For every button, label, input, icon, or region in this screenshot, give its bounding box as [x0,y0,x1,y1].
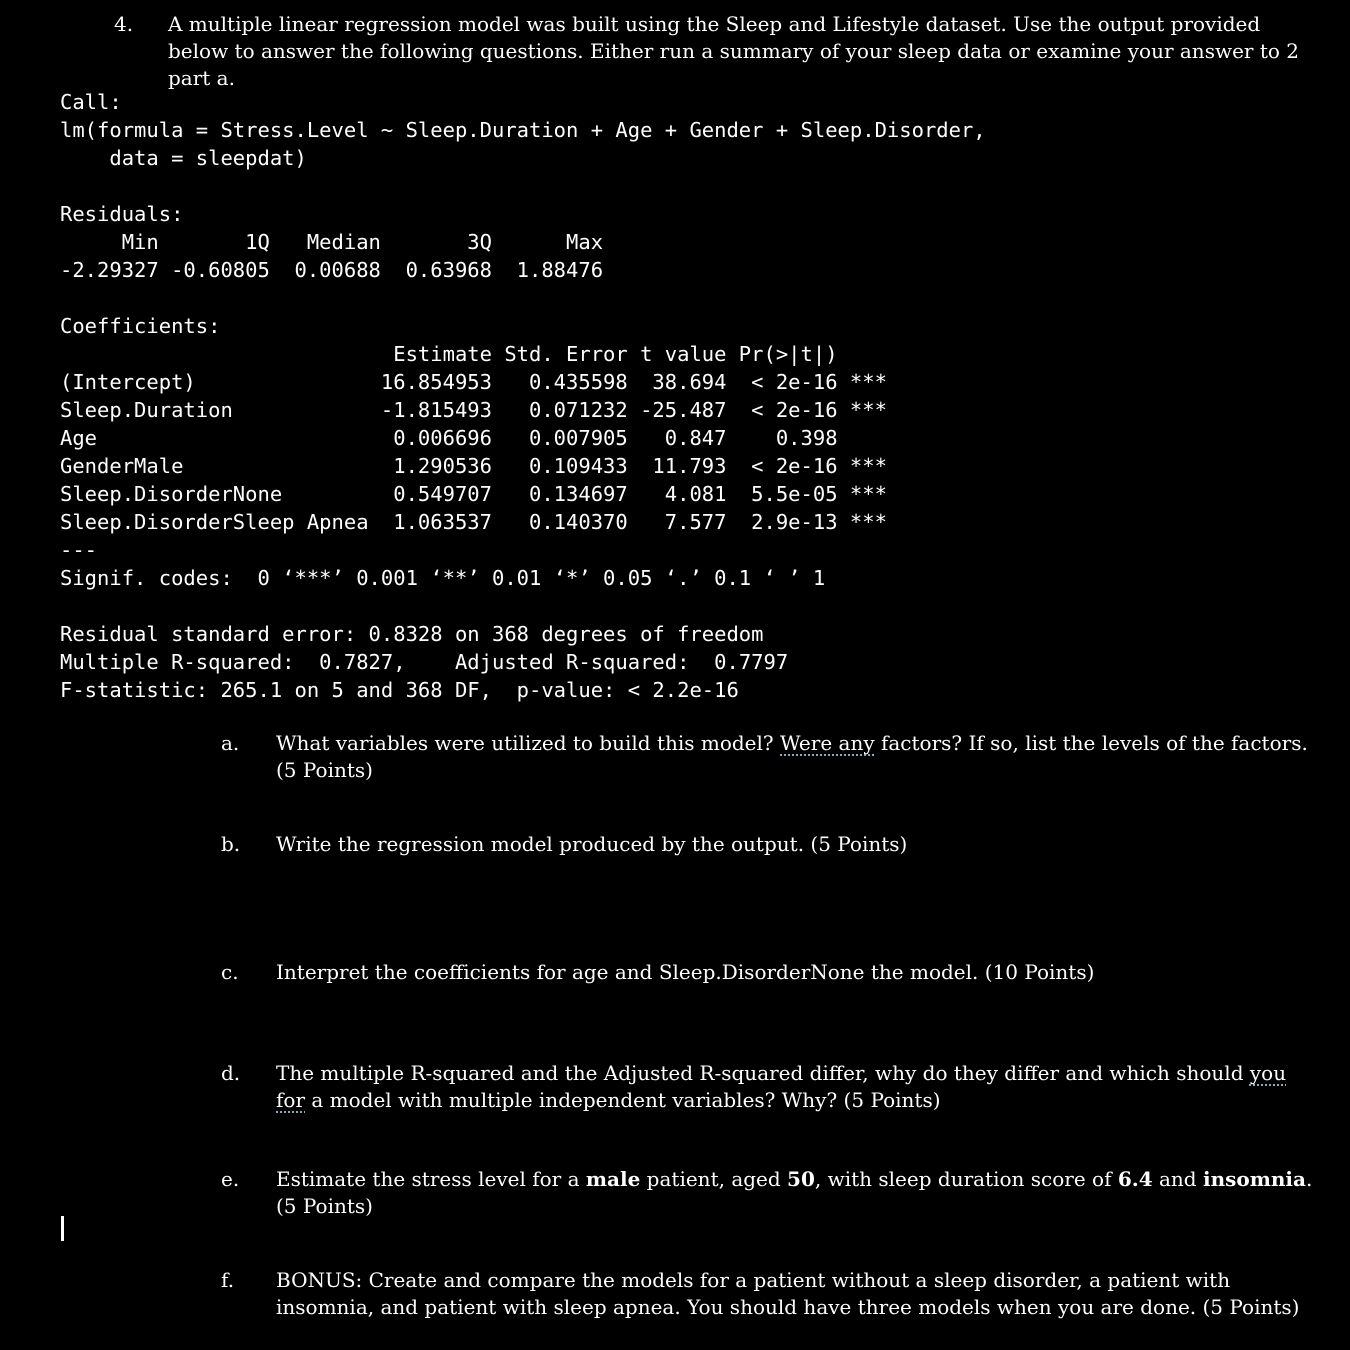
part-b-text: Write the regression model produced by the output. (5 Points) [276,832,908,856]
r-squared-line: Multiple R-squared: 0.7827, Adjusted R-squared: 0.7797 [60,650,801,674]
coef-row-age: Age 0.006696 0.007905 0.847 0.398 [60,426,887,450]
coefficients-label: Coefficients: [60,314,221,338]
part-d-label: d. [221,1061,241,1085]
part-f-text: BONUS: Create and compare the models for a patient without a sleep disorder, a patient with insomnia, and patient with sleep apnea. You should have three models when you are done. (5 Points) [276,1268,1300,1319]
part-c-label: c. [221,960,239,984]
coefficients-header: Estimate Std. Error t value Pr(>|t|) [60,342,887,366]
coef-row-gender-male: GenderMale 1.290536 0.109433 11.793 < 2e-16 *** [60,454,887,478]
coef-row-disorder-apnea: Sleep.DisorderSleep Apnea 1.063537 0.140370 7.577 2.9e-13 *** [60,510,887,534]
part-e-text [276,1166,1316,1220]
f-statistic-line: F-statistic: 265.1 on 5 and 368 DF, p-value: < 2.2e-16 [60,678,739,702]
call-line-1: lm(formula = Stress.Level ~ Sleep.Duration + Age + Gender + Sleep.Disorder, [60,118,986,142]
part-a-text [276,730,1316,784]
part-e-text-4: and [1152,1167,1203,1191]
part-d-post: a model with multiple independent variables? Why? (5 Points) [305,1088,941,1112]
part-d-text [276,1060,1316,1114]
part-e-age: 50 [787,1167,815,1191]
signif-codes: Signif. codes: 0 ‘***’ 0.001 ‘**’ 0.01 ‘*’ 0.05 ‘.’ 0.1 ‘ ’ 1 [60,566,826,590]
part-f-label: f. [221,1268,235,1292]
question-number: 4. [114,12,134,36]
part-e-insomnia: insomnia [1202,1167,1306,1191]
separator: --- [60,538,98,562]
coef-row-sleep-duration: Sleep.Duration -1.815493 0.071232 -25.487 < 2e-16 *** [60,398,887,422]
residuals-label: Residuals: [60,202,184,226]
part-b-label: b. [221,832,241,856]
r-output-block [60,88,986,704]
residuals-header: Min 1Q Median 3Q Max [60,230,616,254]
part-a-post: factors? If so, list the levels of the factors. (5 Points) [276,731,1308,782]
coef-row-disorder-none: Sleep.DisorderNone 0.549707 0.134697 4.081 5.5e-05 *** [60,482,887,506]
part-d-pre: The multiple R-squared and the Adjusted R-squared differ, why do they differ and which should [276,1061,1250,1085]
call-line-2: data = sleepdat) [60,146,307,170]
part-a-label: a. [221,731,240,755]
question-intro: A multiple linear regression model was built using the Sleep and Lifestyle dataset. Use the output provided below to answer the following questions. Either run a summary of your sleep data or examine your answer to 2 part a. [168,12,1299,90]
part-e-text-3: , with sleep duration score of [814,1167,1118,1191]
part-e-text-5: . (5 Points) [276,1167,1313,1218]
call-label: Call: [60,90,122,114]
part-e-male: male [585,1167,641,1191]
part-e-text-2: patient, aged [640,1167,788,1191]
part-e-text-1: Estimate the stress level for a [276,1167,586,1191]
coef-row-intercept: (Intercept) 16.854953 0.435598 38.694 < 2e-16 *** [60,370,887,394]
part-d-flagged: you for [276,1061,1287,1112]
residual-standard-error: Residual standard error: 0.8328 on 368 degrees of freedom [60,622,764,646]
part-e-label: e. [221,1167,240,1191]
text-cursor [61,1216,64,1241]
residuals-values: -2.29327 -0.60805 0.00688 0.63968 1.88476 [60,258,616,282]
part-e-sleep-duration: 6.4 [1117,1167,1153,1191]
part-c-text: Interpret the coefficients for age and Sleep.DisorderNone the model. (10 Points) [276,960,1095,984]
part-a-flagged: Were any [780,731,875,755]
part-a-pre: What variables were utilized to build this model? [276,731,780,755]
